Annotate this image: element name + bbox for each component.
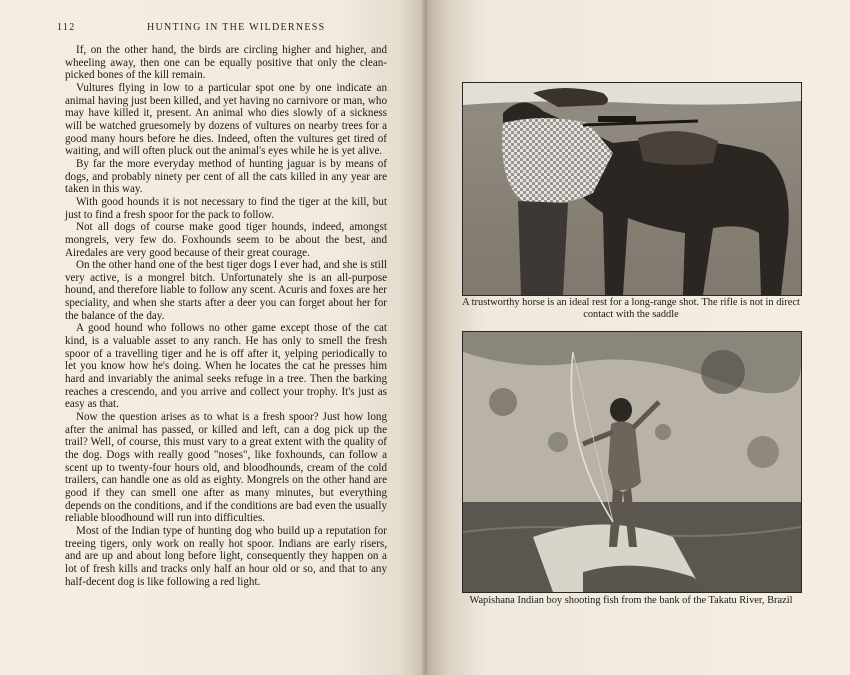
paragraph: On the other hand one of the best tiger dogs I ever had, and she is still very active, is a mongrel bitch. Unfortunately she is an all-purpose hound, and therefore liable to follow any scent. Acuris and foxes are her speciality, and when she starts after a deer you can forget about her for the balance of the day. bbox=[65, 259, 387, 322]
paragraph: A good hound who follows no other game except those of the cat kind, is a valuable asset to any ranch. He has only to smell the fresh spoor of a travelling tiger and he is off after it, yelping periodically to let you know how he's doing. When he locates the cat he presses him hard and invariably the animal seeks refuge in a tree. Then the barking reaches a crescendo, and you arrive and collect your trophy. It's just as easy as that. bbox=[65, 322, 387, 411]
book-gutter bbox=[422, 0, 428, 675]
photo-rifle-horse bbox=[462, 82, 802, 296]
photo-boy-shooting-fish-illustration bbox=[463, 332, 801, 592]
paragraph: If, on the other hand, the birds are circling higher and higher, and wheeling away, then one can be equally positive that only the clean-picked bones of the kill remain. bbox=[65, 44, 387, 82]
body-text bbox=[65, 44, 387, 588]
paragraph: Now the question arises as to what is a fresh spoor? Just how long after the animal has passed, or killed and left, can a dog pick up the trail? Well, of course, this must vary to a great extent with the quality of the dog. Dogs with really good "noses", like foxhounds, can follow a scent up to twenty-four hours old, and bloodhounds, cream of the cold trailers, can handle one as old as eighty. Mongrels on the other hand are good if they can smell one after as many minutes, but everything depends on the conditions, and if the conditions are bad even the usually reliable bloodhound will run into difficulties. bbox=[65, 411, 387, 525]
paragraph: With good hounds it is not necessary to find the tiger at the kill, but just to find a fresh spoor for the pack to follow. bbox=[65, 195, 387, 221]
paragraph: Not all dogs of course make good tiger hounds, indeed, amongst mongrels, very few do. Foxhounds seem to be about the best, and Airedales are very good because of their great courage. bbox=[65, 221, 387, 259]
running-head bbox=[57, 22, 387, 36]
photo-rifle-horse-illustration bbox=[463, 83, 801, 295]
paragraph: Vultures flying in low to a particular spot one by one indicate an animal having just been killed, and yet having no carnivore or man, who may have killed it, present. An animal who dies slowly of a sickness will be watched gruesomely by dozens of vultures on nearby trees for a good many hours before he dies. Indeed, often the vultures get tired of waiting, and will often pluck out the animal's eyes while he is yet alive. bbox=[65, 81, 387, 158]
paragraph: Most of the Indian type of hunting dog who build up a reputation for treeing tigers, only work on really hot spoor. Indians are early risers, and are up and about long before light, consequently they happen on a lot of fresh kills and tracks only half an hour old or so, and that to any half-decent dog is like following a red light. bbox=[65, 524, 387, 588]
page-number: 112 bbox=[57, 22, 76, 33]
photo-boy-shooting-fish bbox=[462, 331, 802, 593]
paragraph: By far the more everyday method of hunting jaguar is by means of dogs, and probably ninety per cent of all the cats killed in any year are taken in this way. bbox=[65, 157, 387, 196]
running-head-title: HUNTING IN THE WILDERNESS bbox=[147, 22, 326, 33]
photo-1-caption: A trustworthy horse is an ideal rest for a long-range shot. The rifle is not in direct contact with the saddle bbox=[462, 297, 800, 321]
photo-2-caption: Wapishana Indian boy shooting fish from the bank of the Takatu River, Brazil bbox=[469, 595, 793, 606]
